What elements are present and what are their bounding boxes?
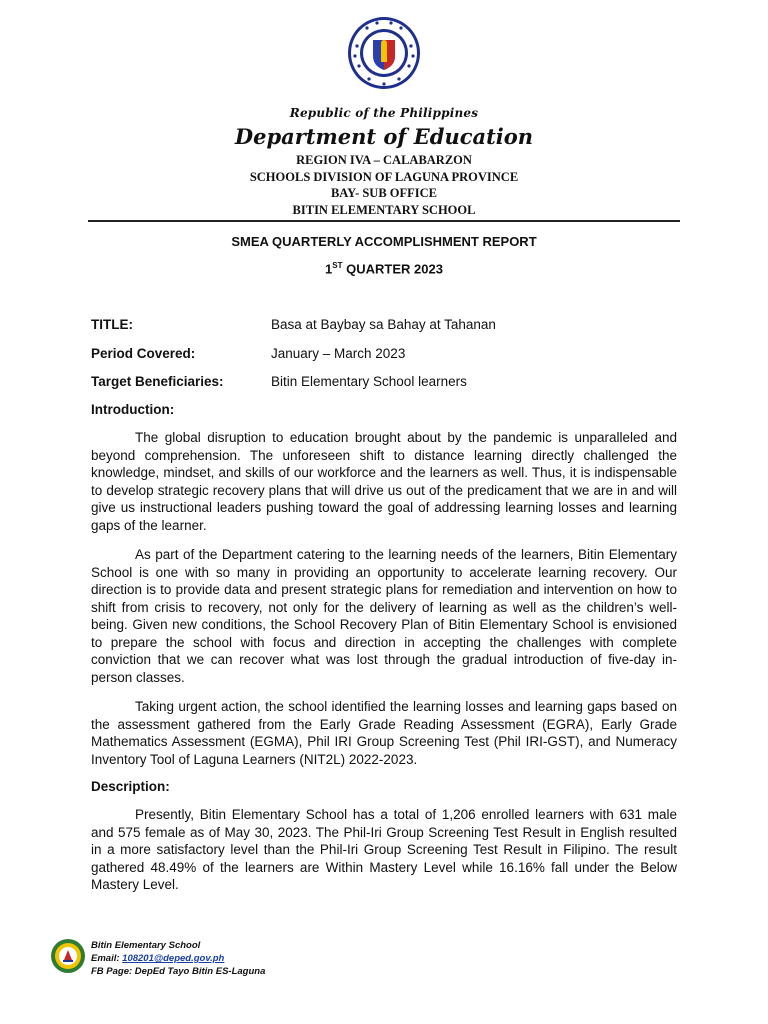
department-title: Department of Education — [234, 124, 534, 149]
footer-email-link[interactable]: 108201@deped.gov.ph — [122, 953, 225, 964]
field-value: Bitin Elementary School learners — [271, 374, 467, 389]
footer-school: Bitin Elementary School — [91, 940, 201, 951]
description-heading: Description: — [91, 779, 170, 794]
introduction-paragraph: Taking urgent action, the school identified the learning losses and learning gaps based on the assessment gathered from the Early Grade Reading Assessment (EGRA), Early Grade Mathematics Assessment (EGMA), Phil IRI Group Screening Test (Phil IRI-GST), and Numeracy Inventory Tool of Laguna Learners (NIT2L) 2022-2023. — [91, 699, 677, 767]
deped-seal-logo — [347, 16, 421, 90]
footer-email-line: Email: 108201@deped.gov.ph — [91, 953, 225, 964]
republic-line: Republic of the Philippines — [289, 106, 479, 120]
header-divider — [88, 220, 680, 222]
introduction-heading: Introduction: — [91, 402, 175, 417]
division-line: SCHOOLS DIVISION OF LAGUNA PROVINCE — [249, 170, 519, 184]
description-paragraph: Presently, Bitin Elementary School has a total of 1,206 enrolled learners with 631 male and 575 female as of May 30, 2023. The Phil-Iri Group Screening Test Result in English resulted in a more satisfactory level than the Phil-Iri Group Screening Test Result in Filipino. The result gathered 48.49% of the learners are Within Mastery Level while 16.16% fall under the Below Mastery Level. — [91, 807, 677, 892]
introduction-paragraph: As part of the Department catering to the learning needs of the learners, Bitin Elementary School is one with so many in providing an opportunity to accelerate learning recovery. Our direction is to provide data and present strategic plans for remediation and intervention on how to shift from crisis to recovery, not only for the delivery of learning as well as the children’s well-being. Given new conditions, the School Recovery Plan of Bitin Elementary School is envisioned to prepare the school with focus and direction in accepting the challenges with complete conviction that we can recover what was lost through the gradual introduction of five-day in-person classes. — [91, 547, 677, 685]
field-label: TITLE: — [91, 317, 133, 332]
sub-office-line: BAY- SUB OFFICE — [330, 186, 438, 200]
school-logo — [50, 938, 86, 974]
field-value: January – March 2023 — [271, 346, 406, 361]
field-label: Target Beneficiaries: — [91, 374, 224, 389]
report-title: SMEA QUARTERLY ACCOMPLISHMENT REPORT — [231, 234, 537, 249]
report-quarter: 1ST QUARTER 2023 — [325, 261, 443, 277]
region-line: REGION IVA – CALABARZON — [296, 153, 472, 167]
introduction-paragraph: The global disruption to education brought about by the pandemic is unparalleled and beyond comprehension. The unforeseen shift to distance learning directly challenged the knowledge, mindset, and skills of our workforce and the learners as well. Thus, it is indispensable to develop strategic recovery plans that will drive us out of the predicament that we are in and will give us instructional leaders pushing toward the goal of addressing learning losses and learning gaps of the learner. — [91, 430, 677, 533]
field-value: Basa at Baybay sa Bahay at Tahanan — [271, 317, 496, 332]
school-line: BITIN ELEMENTARY SCHOOL — [292, 203, 476, 217]
footer-fb-page: FB Page: DepEd Tayo Bitin ES-Laguna — [91, 966, 266, 977]
field-label: Period Covered: — [91, 346, 196, 361]
